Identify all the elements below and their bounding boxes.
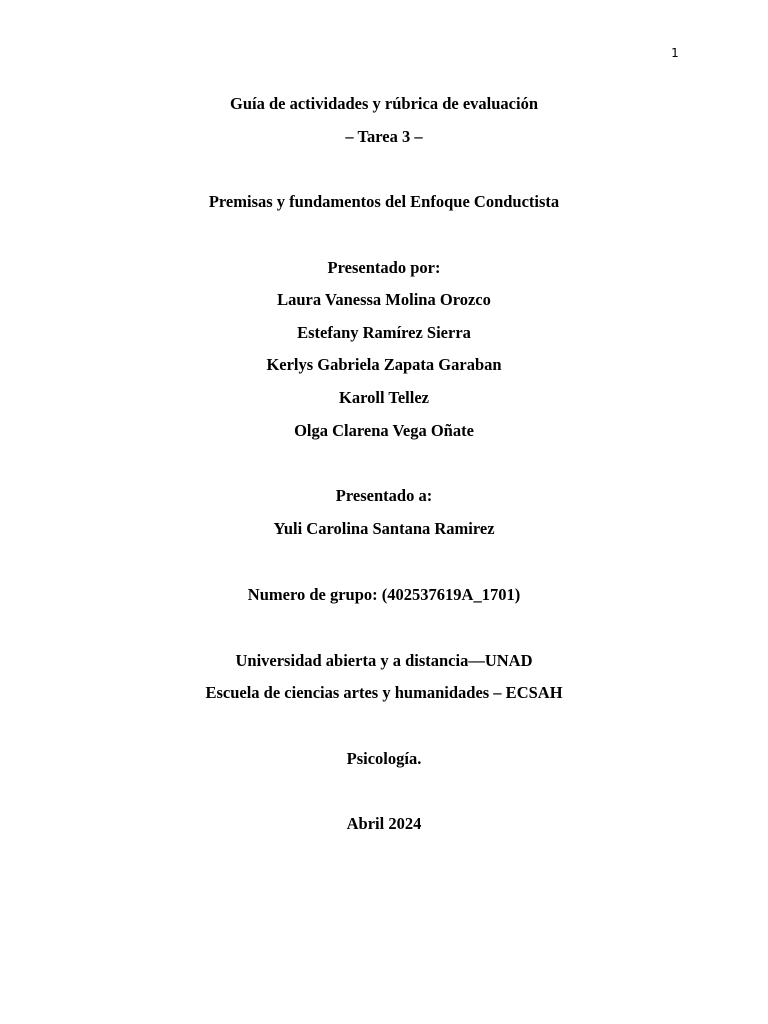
presented-by-label: Presentado por: (327, 258, 441, 277)
university-name: Universidad abierta y a distancia—UNAD (235, 651, 533, 670)
author-name: Estefany Ramírez Sierra (297, 323, 471, 342)
presented-to-label: Presentado a: (335, 486, 433, 505)
document-title: Guía de actividades y rúbrica de evaluación (229, 94, 538, 113)
author-name: Laura Vanessa Molina Orozco (277, 290, 491, 309)
instructor-name: Yuli Carolina Santana Ramirez (273, 519, 495, 538)
document-date: Abril 2024 (346, 814, 422, 833)
author-name: Olga Clarena Vega Oñate (294, 421, 474, 440)
topic-title: Premisas y fundamentos del Enfoque Conductista (208, 192, 560, 211)
task-label: – Tarea 3 – (345, 127, 423, 146)
group-number: Numero de grupo: (402537619A_1701) (247, 585, 521, 604)
program-name: Psicología. (346, 749, 422, 768)
school-name: Escuela de ciencias artes y humanidades – ECSAH (205, 683, 563, 702)
author-name: Kerlys Gabriela Zapata Garaban (266, 355, 502, 374)
page-number: 1 (671, 46, 679, 60)
author-name: Karoll Tellez (339, 388, 429, 407)
